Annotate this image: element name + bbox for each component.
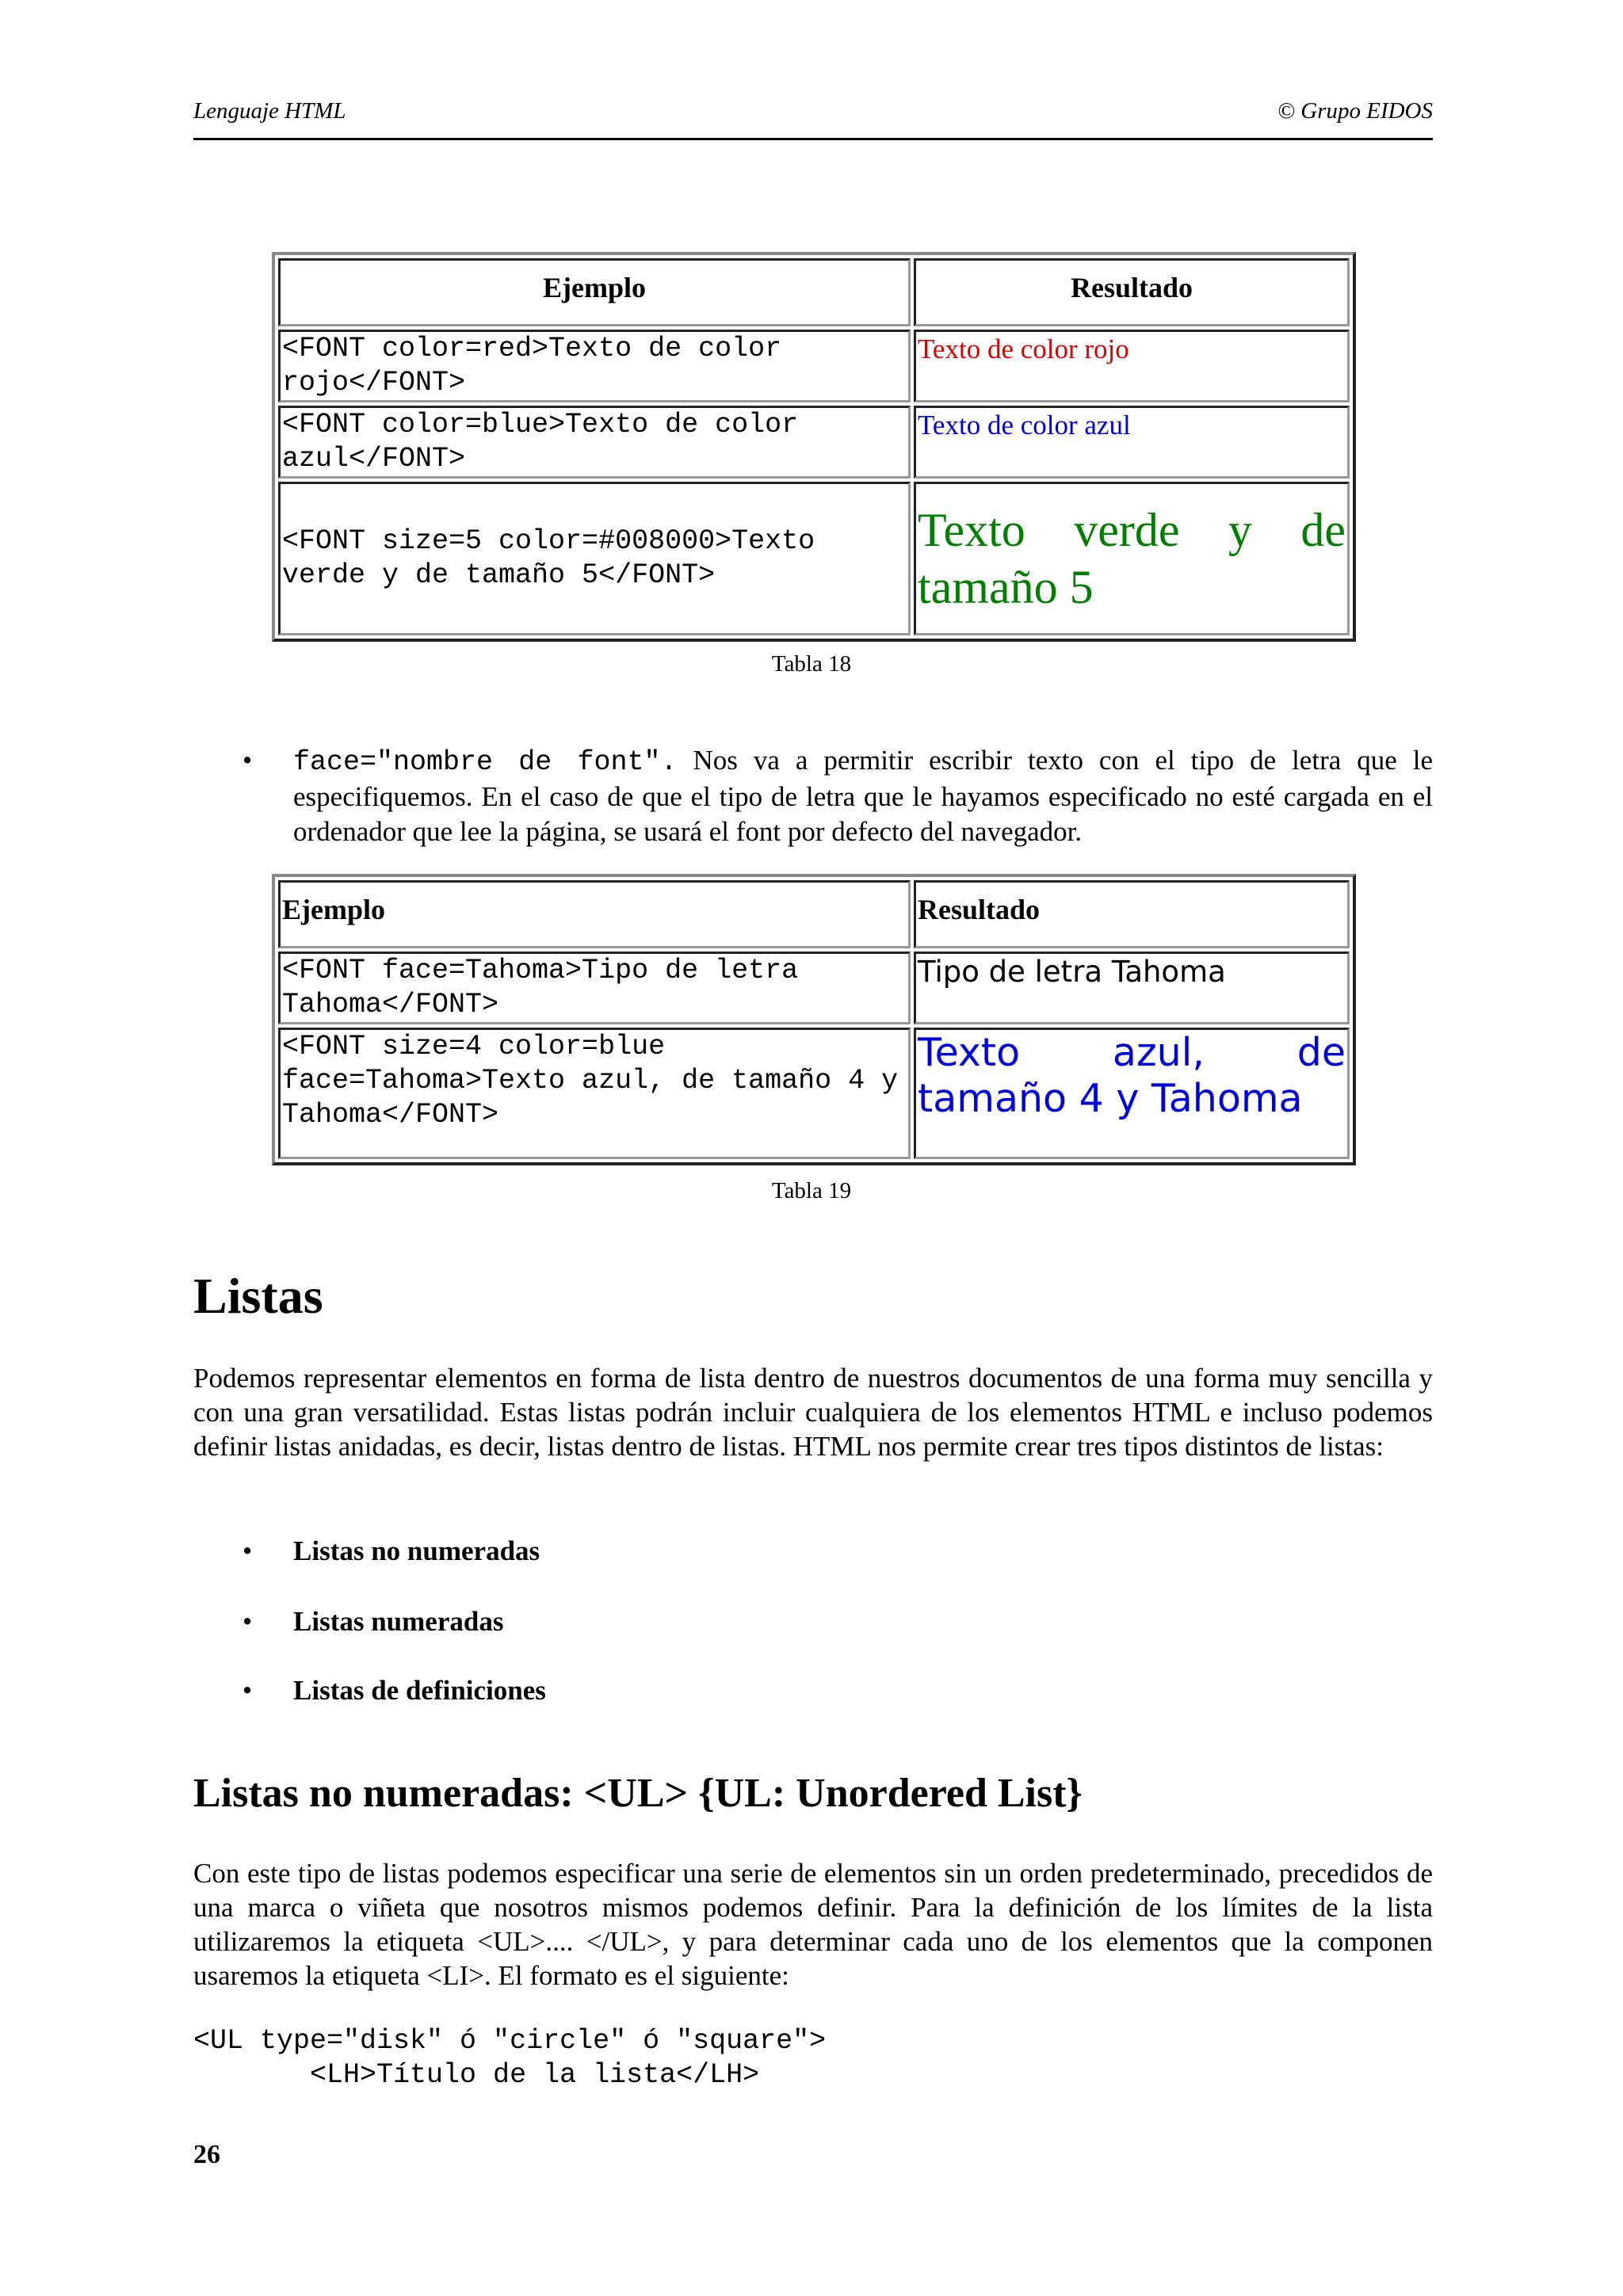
result-cell-green: Texto verde y de tamaño 5: [914, 482, 1350, 635]
bullet-marker: •: [242, 1606, 253, 1637]
table-header-result: Resultado: [914, 258, 1350, 326]
table-caption: Tabla 19: [771, 1178, 852, 1203]
running-header-left: Lenguaje HTML: [193, 98, 346, 124]
result-cell-blue: Texto de color azul: [914, 406, 1350, 479]
face-attribute-paragraph: [293, 743, 1433, 849]
table-header-row: [278, 258, 1350, 326]
table-header-example: Ejemplo: [278, 880, 911, 948]
example-code-cell: <FONT size=4 color=blue face=Tahoma>Texto azul, de tamaño 4 y Tahoma</FONT>: [278, 1028, 911, 1159]
table-18: [272, 252, 1356, 642]
table-row: [278, 482, 1350, 635]
list-item: [242, 1534, 540, 1569]
table-header-result: Resultado: [914, 880, 1350, 948]
example-code-cell: <FONT face=Tahoma>Tipo de letra Tahoma</FONT>: [278, 952, 911, 1024]
subsection-title: Listas no numeradas: <UL> {UL: Unordered List}: [193, 1771, 1083, 1816]
list-item: [242, 1604, 503, 1639]
list-item-label: Listas no numeradas: [293, 1535, 540, 1566]
face-attribute-code: face="nombre de font".: [293, 746, 678, 778]
section-paragraph: Podemos representar elementos en forma de lista dentro de nuestros documentos de una forma muy sencilla y con una gran versatilidad. Estas listas podrán incluir cualquiera de los elementos HTML e incluso podemos definir listas anidadas, es decir, listas dentro de listas. HTML nos permite crear tres tipos distintos de listas:: [193, 1363, 1433, 1462]
table-header-row: [278, 880, 1350, 948]
bullet-marker: •: [242, 1535, 253, 1566]
table-row: [278, 952, 1350, 1024]
table-row: [278, 330, 1350, 402]
page-number: 26: [193, 2140, 220, 2169]
section-title: Listas: [193, 1268, 323, 1324]
code-example: <UL type="disk" ó "circle" ó "square"> <LH>Título de la lista</LH>: [193, 2025, 827, 2091]
list-item-label: Listas de definiciones: [293, 1675, 546, 1706]
table-header-example: Ejemplo: [278, 258, 911, 326]
face-attribute-description: Nos va a permitir escribir texto con el tipo de letra que le especifiquemos. En el caso de que el tipo de letra que le hayamos especificado no esté cargada en el ordenador que lee la página, se usará el font por defecto del navegador.: [293, 745, 1433, 847]
example-code-cell: <FONT color=red>Texto de color rojo</FONT>: [278, 330, 911, 402]
subsection-paragraph: Con este tipo de listas podemos especificar una serie de elementos sin un orden predeterminado, precedidos de una marca o viñeta que nosotros mismos podemos definir. Para la definición de los límites de la lista utilizaremos la etiqueta <UL>.... </UL>, y para determinar cada uno de los elementos que la componen usaremos la etiqueta <LI>. El formato es el siguiente:: [193, 1858, 1433, 1991]
example-code-cell: <FONT color=blue>Texto de color azul</FONT>: [278, 406, 911, 479]
result-cell-red: Texto de color rojo: [914, 330, 1350, 402]
table-row: [278, 1028, 1350, 1159]
table-row: [278, 406, 1350, 479]
bullet-marker: •: [242, 745, 253, 776]
list-item: [242, 1673, 546, 1708]
table-19: [272, 874, 1356, 1165]
table-caption: Tabla 18: [771, 651, 852, 677]
running-header-right: © Grupo EIDOS: [1277, 98, 1433, 124]
header-rule: [193, 138, 1433, 140]
list-item-label: Listas numeradas: [293, 1606, 504, 1637]
bullet-marker: •: [242, 1675, 253, 1706]
result-cell-tahoma-blue: Texto azul, de tamaño 4 y Tahoma: [914, 1028, 1350, 1159]
result-cell-tahoma: Tipo de letra Tahoma: [914, 952, 1350, 1024]
example-code-cell: <FONT size=5 color=#008000>Texto verde y de tamaño 5</FONT>: [278, 482, 911, 635]
